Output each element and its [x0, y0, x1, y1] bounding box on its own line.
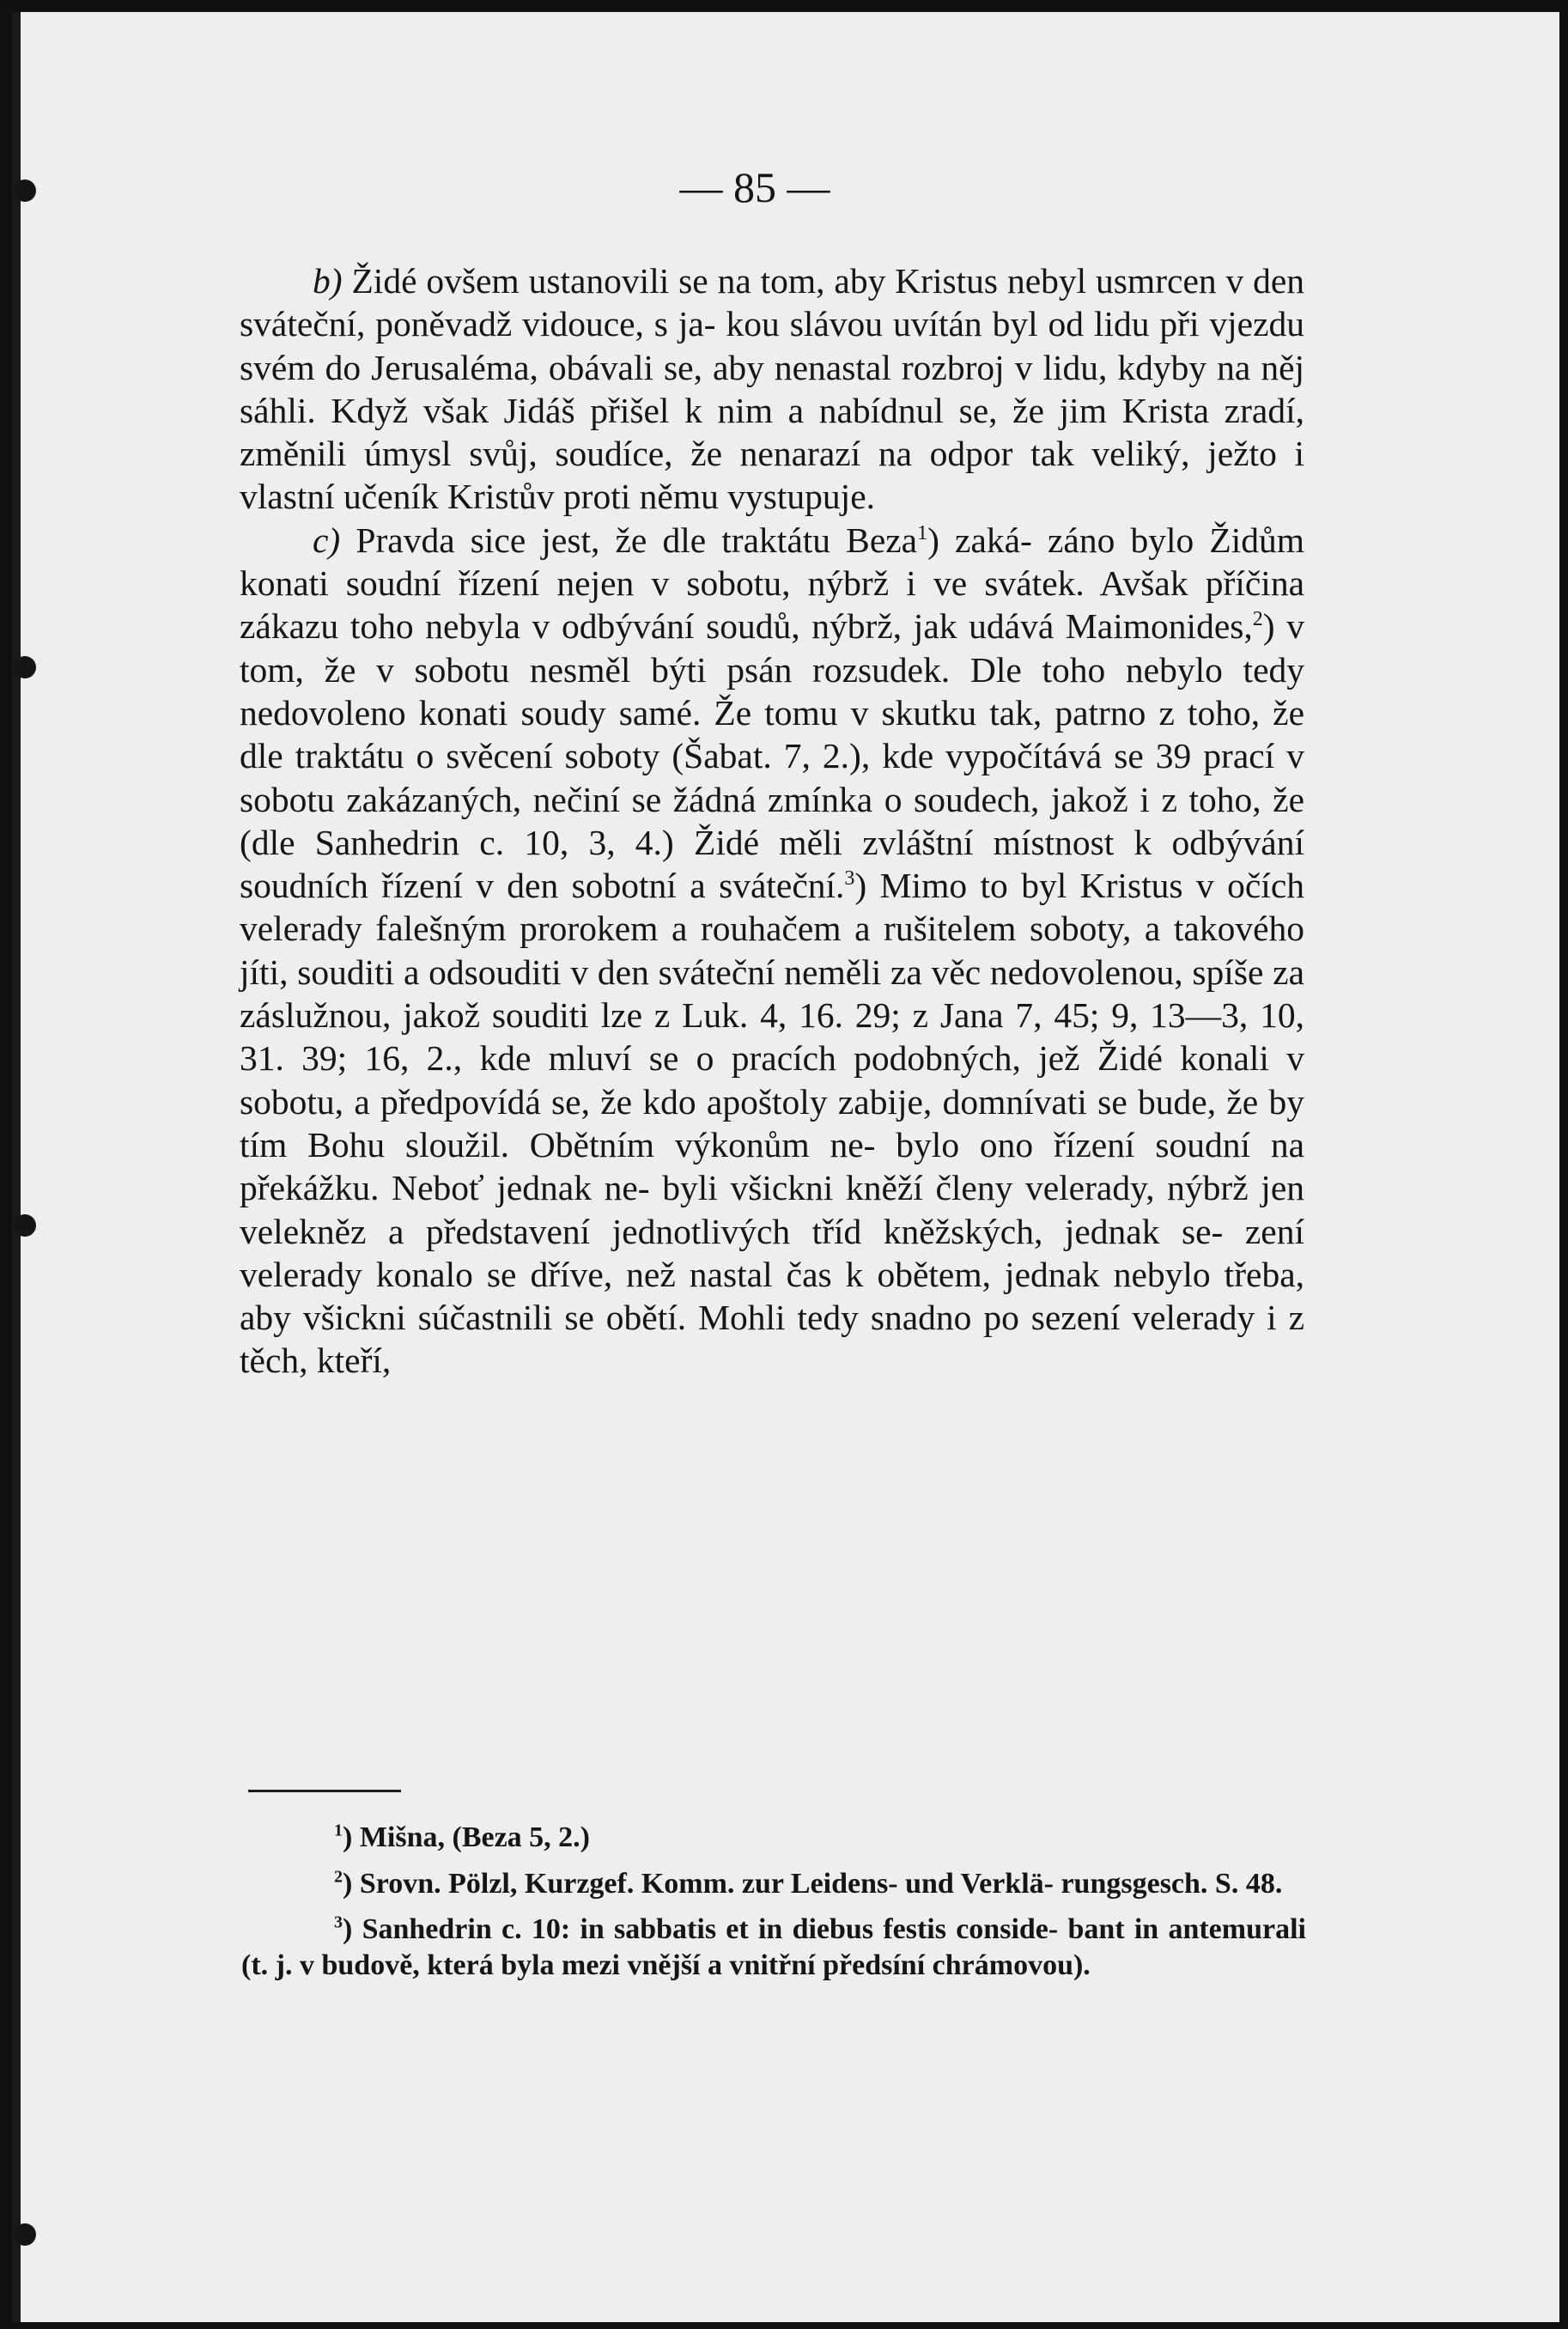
paragraph-text: soudíce, že nenarazí na odpor tak veliký, ježto i vlastní: [240, 434, 1304, 517]
paragraph-c: [240, 519, 1304, 1383]
footnote-mark: 3: [334, 1912, 343, 1932]
paragraph-text: ) zaká- záno bylo Židům konati soudní řízení nejen v sobotu, nýbrž i ve svátek. Avšak příčina zákazu toho nebyla v odbývání soudů, nýbrž, jak udává Maimonides,: [240, 520, 1304, 647]
footnote-divider: [248, 1790, 401, 1792]
paragraph-text: Pravda sice jest, že dle traktátu Beza: [356, 520, 918, 560]
binding-mark: [14, 1214, 36, 1237]
paragraph-text: učeník Kristův proti němu vystupuje.: [343, 477, 876, 517]
paragraph-text: kdyby na něj sáhli. Když však Jidáš přišel k nim a: [240, 347, 1305, 430]
paragraph-text: nabídnul se, že jim Krista zradí, změnili úmysl svůj,: [240, 390, 1304, 474]
footnote-3: [241, 1912, 1306, 1983]
binding-mark: [14, 2223, 36, 2246]
footnote-mark: 2: [334, 1867, 343, 1887]
footnote-ref: 2: [1252, 608, 1263, 631]
footnote-ref: 3: [844, 867, 855, 891]
footnote-text: ) Srovn. Pölzl, Kurzgef. Komm. zur Leidens- und Verklä- rungsgesch. S. 48.: [343, 1867, 1283, 1900]
body-text: [240, 259, 1304, 1383]
binding-mark: [14, 656, 36, 678]
scanned-page: [12, 12, 1559, 2322]
paragraph-b: [240, 259, 1304, 519]
paragraph-text: Židé ovšem ustanovili se na tom, aby Kristus: [351, 261, 999, 301]
paragraph-text: ) Mimo to byl Kristus v očích velerady falešným prorokem a rouhačem a rušitelem soboty, a takového jíti, souditi a odsouditi v den sváteční neměli za věc nedovolenou, spíše za záslužnou, jakož souditi lze z Luk. 4, 16. 29; z Jana 7, 45; 9, 13—3, 10, 31. 39; 16, 2., kde mluví se o pracích podobných, jež Židé konali v sobotu, a předpovídá se, že kdo apoštoly zabije, domnívati se bude, že by tím Bohu sloužil. Obětním výkonům ne- bylo ono řízení soudní na překážku. Neboť jednak ne- byli všickni kněží členy velerady, nýbrž jen velekněz a představení jednotlivých tříd kněžských, jednak se- zení velerady konalo se dříve, než nastal čas k obětem, jednak nebylo třeba, aby všickni súčastnili se obětí. Mohli tedy snadno po sezení velerady i z těch, kteří,: [240, 866, 1304, 1381]
page-number: — 85 —: [679, 163, 830, 211]
footnote-2: [241, 1866, 1306, 1902]
paragraph-label: b): [313, 261, 343, 301]
footnote-mark: 1: [334, 1821, 343, 1840]
footnote-text: ) Mišna, (Beza 5, 2.): [343, 1821, 591, 1853]
footnotes: [241, 1820, 1306, 1993]
paragraph-label: c): [313, 520, 341, 560]
footnote-ref: 1: [917, 521, 928, 544]
paragraph-text: kou slávou uvítán byl od lidu při vjezdu svém do: [240, 304, 1305, 387]
paragraph-text: ) v tom, že v sobotu nesměl býti psán rozsudek. Dle toho nebylo tedy nedovoleno konati soudy samé. Že tomu v skutku tak, patrno z toho, že dle traktátu o svěcení soboty (Šabat. 7, 2.), kde vypočítává se 39 prací v sobotu zakázaných, nečiní se žádná zmínka o soudech, jakož i z toho, že (dle Sanhedrin c. 10, 3, 4.) Židé měli zvláštní místnost k odbývání soudních řízení v den sobotní a sváteční.: [240, 606, 1304, 906]
paragraph-text: nebyl usmrcen v den sváteční, poněvadž vidouce, s ja-: [240, 261, 1305, 344]
footnote-1: [241, 1820, 1306, 1856]
footnote-text: ) Sanhedrin c. 10: in sabbatis et in diebus festis conside- bant in antemurali (t. j. v budově, která byla mezi vnější a vnitřní předsíní chrámovou).: [241, 1913, 1306, 1981]
paragraph-text: Jerusaléma, obávali se, aby nenastal rozbroj v lidu,: [371, 347, 1108, 387]
binding-edge: [12, 12, 21, 2322]
